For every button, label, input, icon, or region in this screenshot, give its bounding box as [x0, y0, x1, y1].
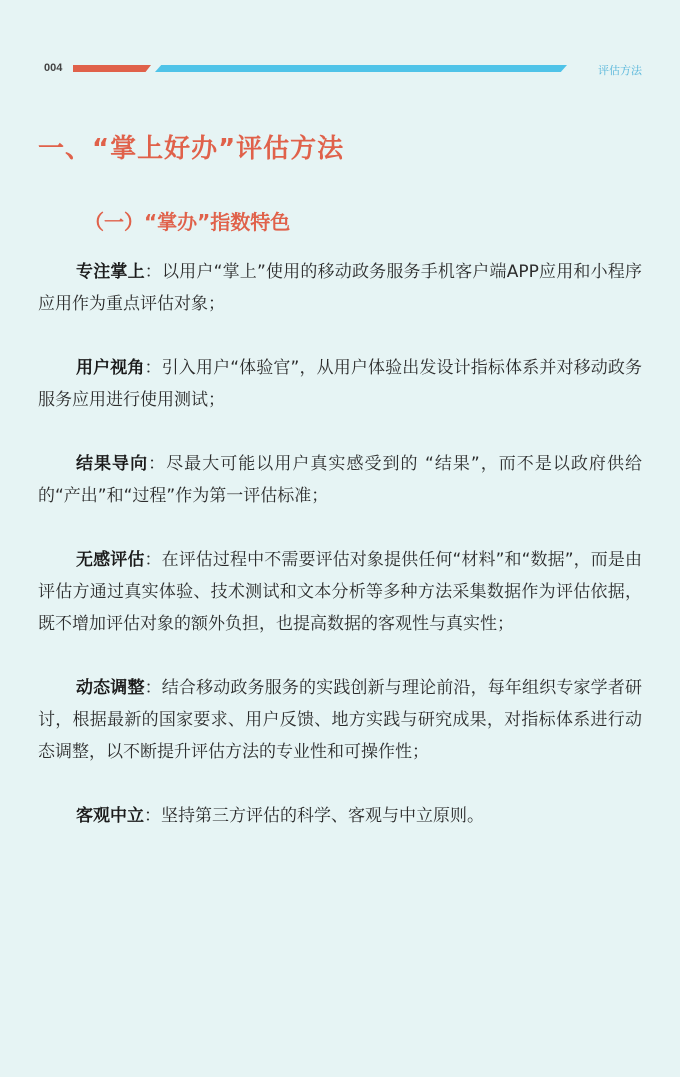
section-label: 评估方法 [598, 64, 642, 77]
page-title: 一、“掌上好办”评估方法 [38, 134, 345, 164]
feature-list [38, 256, 642, 864]
page-header [0, 0, 680, 90]
item-text: 结合移动政务服务的实践创新与理论前沿，每年组织专家学者研讨，根据最新的国家要求、用户反馈、地方实践与研究成果，对指标体系进行动态调整，以不断提升评估方法的专业性和可操作性； [38, 678, 642, 762]
item-text: 以用户“掌上”使用的移动政务服务手机客户端APP应用和小程序应用作为重点评估对象； [38, 262, 643, 314]
item-text: 引入用户“体验官”，从用户体验出发设计指标体系并对移动政务服务应用进行使用测试； [38, 358, 642, 410]
item-separator: ： [144, 678, 162, 698]
page-number: 004 [44, 62, 63, 74]
list-item [38, 448, 642, 512]
item-separator: ： [144, 358, 162, 378]
list-item [38, 672, 642, 768]
item-term: 用户视角 [76, 358, 145, 378]
list-item [38, 544, 642, 640]
item-term: 动态调整 [76, 678, 145, 698]
item-term: 结果导向 [76, 454, 149, 474]
list-item [38, 800, 642, 832]
item-term: 无感评估 [76, 550, 145, 570]
item-text: 尽最大可能以用户真实感受到的 “结果”，而不是以政府供给的“产出”和“过程”作为第一评估标准； [38, 454, 642, 506]
item-text: 坚持第三方评估的科学、客观与中立原则。 [161, 806, 484, 826]
list-item [38, 352, 642, 416]
item-text: 在评估过程中不需要评估对象提供任何“材料”和“数据”，而是由评估方通过真实体验、技术测试和文本分析等多种方法采集数据作为评估依据，既不增加评估对象的额外负担，也提高数据的客观性与真实性； [38, 550, 643, 634]
item-separator: ： [144, 550, 162, 570]
item-separator: ： [144, 262, 162, 282]
header-red-bar [73, 65, 151, 72]
item-term: 专注掌上 [76, 262, 145, 282]
header-blue-bar [155, 65, 567, 72]
item-separator: ： [144, 806, 161, 826]
item-term: 客观中立 [76, 806, 144, 826]
list-item [38, 256, 642, 320]
section-subtitle: （一）“掌办”指数特色 [84, 210, 291, 234]
item-separator: ： [148, 454, 167, 474]
